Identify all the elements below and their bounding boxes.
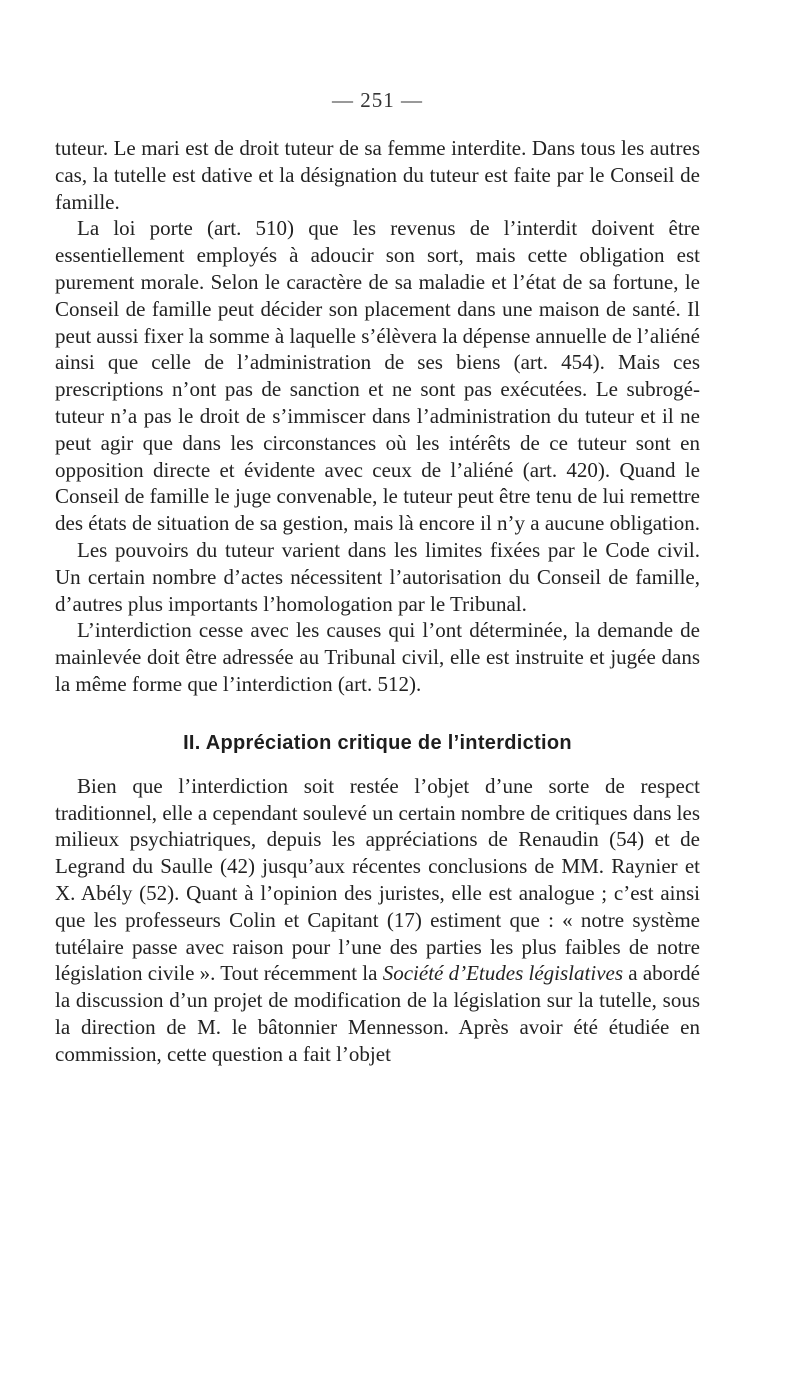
paragraph-end-of-interdiction: L’interdiction cesse avec les causes qui l’ont déterminée, la demande de mainlevée doit être adressée au Tribunal civil, elle est instruite et jugée dans la même forme que l’interdiction (art. 512). — [55, 618, 700, 696]
paragraph-critical-appraisal — [55, 773, 700, 1068]
paragraph-guardian-designation: tuteur. Le mari est de droit tuteur de sa femme interdite. Dans tous les autres cas, la tutelle est dative et la désignation du tuteur est faite par le Conseil de famille. — [55, 136, 700, 214]
paragraph-revenues-of-interdicted: La loi porte (art. 510) que les revenus de l’interdit doivent être essentiellement employés à adoucir son sort, mais cette obligation est purement morale. Selon le caractère de sa maladie et l’état de sa fortune, le Conseil de famille peut décider son placement dans une maison de santé. Il peut aussi fixer la somme à laquelle s’élèvera la dépense annuelle de l’aliéné ainsi que celle de l’administration de ses biens (art. 454). Mais ces prescriptions n’ont pas de sanction et ne sont pas exécutées. Le subrogé-tuteur n’a pas le droit de s’immiscer dans l’administration du tuteur et il ne peut agir que dans les circonstances où les intérêts de ce tuteur sont en opposition directe et évidente avec ceux de l’aliéné (art. 420). Quand le Conseil de famille le juge convenable, le tuteur peut être tenu de lui remettre des états de situation de sa gestion, mais là encore il n’y a aucune obligation. — [55, 216, 700, 536]
paragraph-guardian-powers: Les pouvoirs du tuteur varient dans les limites fixées par le Code civil. Un certain nombre d’actes nécessitent l’autorisation du Conseil de famille, d’autres plus importants l’homologation par le Tribunal. — [55, 537, 700, 616]
page-number: — 251 — — [332, 88, 423, 112]
book-page — [55, 88, 700, 1068]
section-heading: II. Appréciation critique de l’interdiction — [183, 731, 572, 754]
paragraph-text-end: a abordé la discussion d’un projet de modification de la législation sur la tutelle, sous la direction de M. le bâtonnier Mennesson. Après avoir été étudiée en commission, cette question a fait l’objet — [55, 961, 700, 1066]
society-name-italic: Société d’Etudes législatives — [382, 961, 624, 986]
paragraph-text-start: Bien que l’interdiction soit restée l’objet d’une sorte de respect traditionnel, elle a cependant soulevé un certain nombre de critiques dans les milieux psychiatriques, depuis les appréciations de Renaudin (54) et de Legrand du Saulle (42) jusqu’aux récentes conclusions de MM. Raynier et X. Abély (52). Quant à l’opinion des juristes, elle est analogue ; c’est ainsi que les professeurs Colin et Capitant (17) estiment que : « notre système tutélaire passe avec raison pour l’une des parties les plus faibles de notre législation civile ». Tout récemment la — [55, 773, 700, 986]
